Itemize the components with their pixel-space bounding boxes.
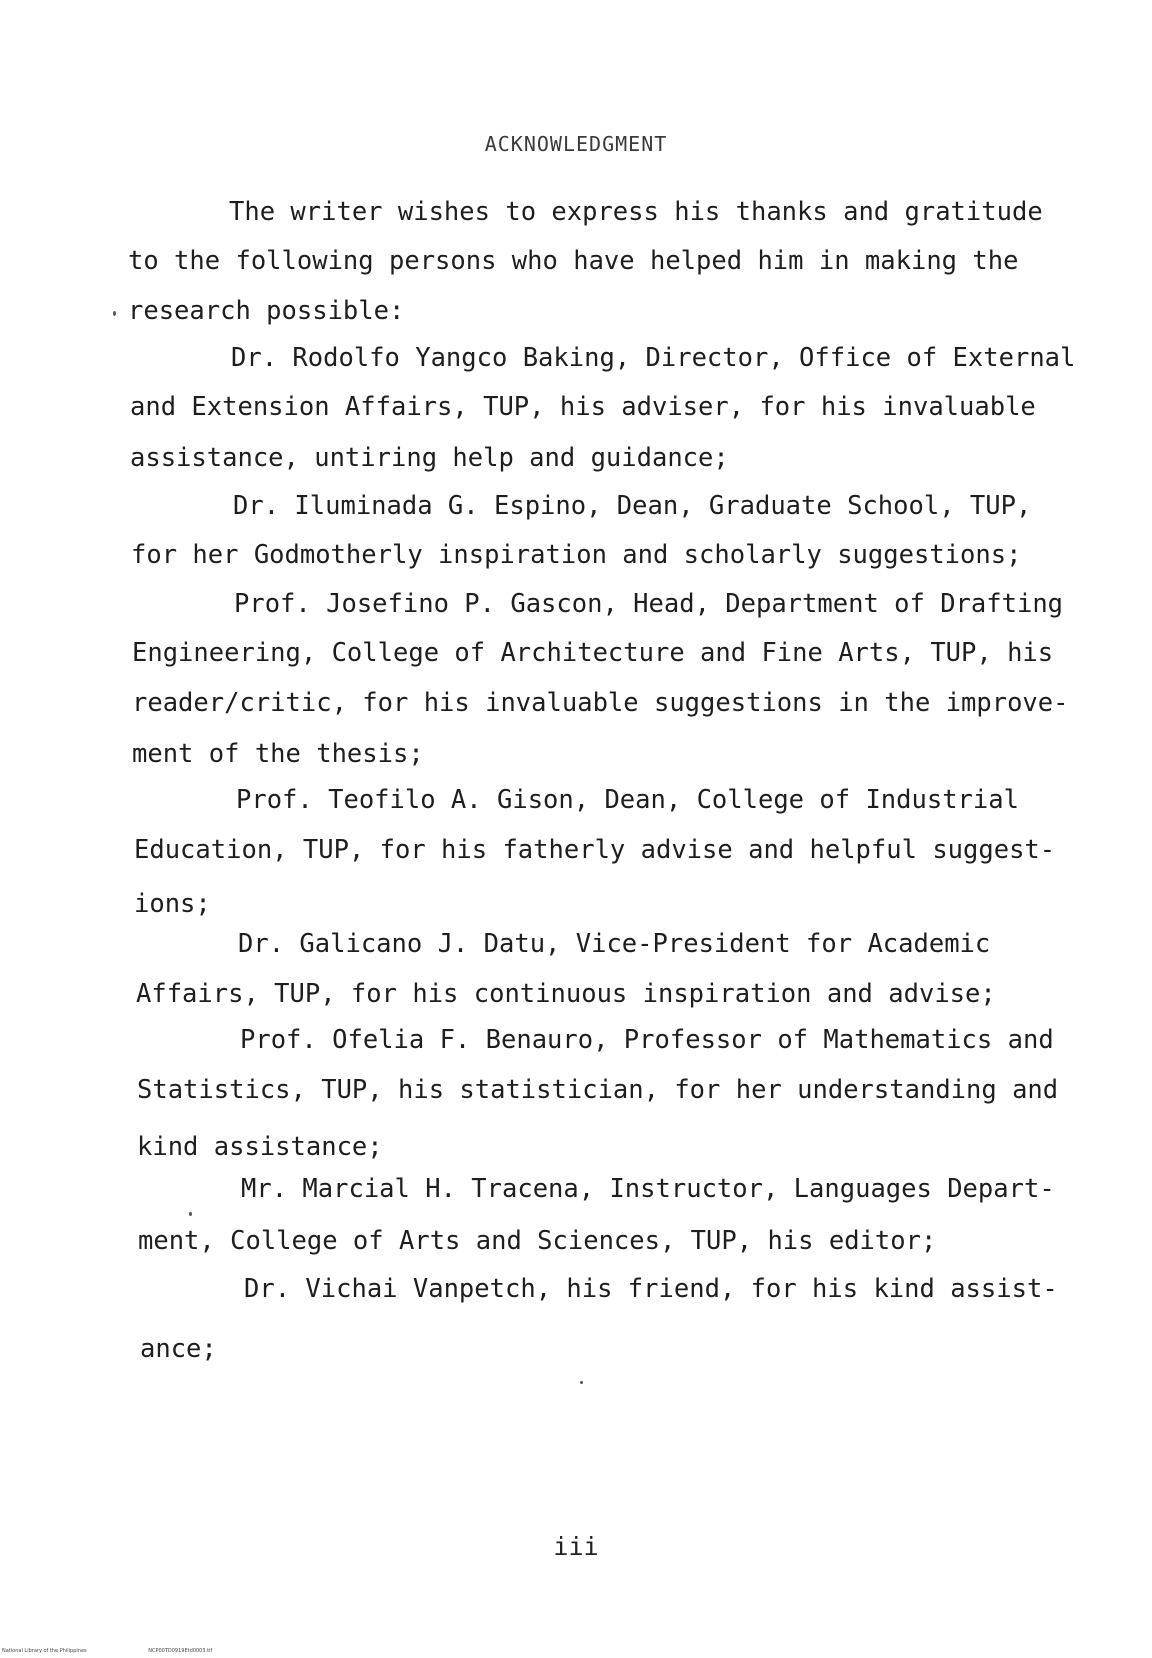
body-line: Dr. Iluminada G. Espino, Dean, Graduate School, TUP, <box>233 491 1032 521</box>
body-line: ance; <box>140 1334 217 1364</box>
scan-speck <box>189 1212 192 1216</box>
body-line: Dr. Rodolfo Yangco Baking, Director, Office of External <box>231 343 1076 373</box>
body-line: Mr. Marcial H. Tracena, Instructor, Languages Depart- <box>241 1174 1055 1204</box>
body-line: ment, College of Arts and Sciences, TUP, his editor; <box>138 1226 937 1256</box>
body-line: and Extension Affairs, TUP, his adviser, for his invaluable <box>130 392 1036 422</box>
body-line: Prof. Ofelia F. Benauro, Professor of Mathematics and <box>240 1025 1054 1055</box>
page-title: ACKNOWLEDGMENT <box>484 132 668 156</box>
body-line: reader/critic, for his invaluable suggestions in the improve- <box>132 688 1069 718</box>
scan-speck <box>113 311 116 316</box>
footer-file-id: NCP00TD0919Etd0003.tif <box>148 1648 213 1654</box>
body-line: Affairs, TUP, for his continuous inspiration and advise; <box>136 979 996 1009</box>
body-line: ions; <box>134 889 211 919</box>
body-line: to the following persons who have helped him in making the <box>128 246 1019 276</box>
page-number: iii <box>553 1532 599 1561</box>
body-line: research possible: <box>128 296 405 326</box>
body-line: Statistics, TUP, his statistician, for her understanding and <box>137 1075 1059 1105</box>
body-line: Engineering, College of Architecture and Fine Arts, TUP, his <box>132 638 1054 668</box>
scan-footer <box>2 1648 272 1654</box>
body-line: ment of the thesis; <box>132 739 424 769</box>
body-line: for her Godmotherly inspiration and scholarly suggestions; <box>131 540 1022 570</box>
body-line: Dr. Galicano J. Datu, Vice-President for Academic <box>238 929 991 959</box>
body-line: Prof. Josefino P. Gascon, Head, Department of Drafting <box>234 589 1064 619</box>
body-line: Dr. Vichai Vanpetch, his friend, for his kind assist- <box>244 1274 1058 1304</box>
body-line: Education, TUP, for his fatherly advise and helpful suggest- <box>134 835 1056 865</box>
footer-library: National Library of the Philippines <box>2 1648 87 1654</box>
scan-speck <box>580 1381 583 1384</box>
body-line: assistance, untiring help and guidance; <box>130 443 729 473</box>
body-line: kind assistance; <box>137 1132 383 1162</box>
body-line: Prof. Teofilo A. Gison, Dean, College of Industrial <box>236 785 1019 815</box>
body-line: The writer wishes to express his thanks and gratitude <box>229 197 1043 227</box>
